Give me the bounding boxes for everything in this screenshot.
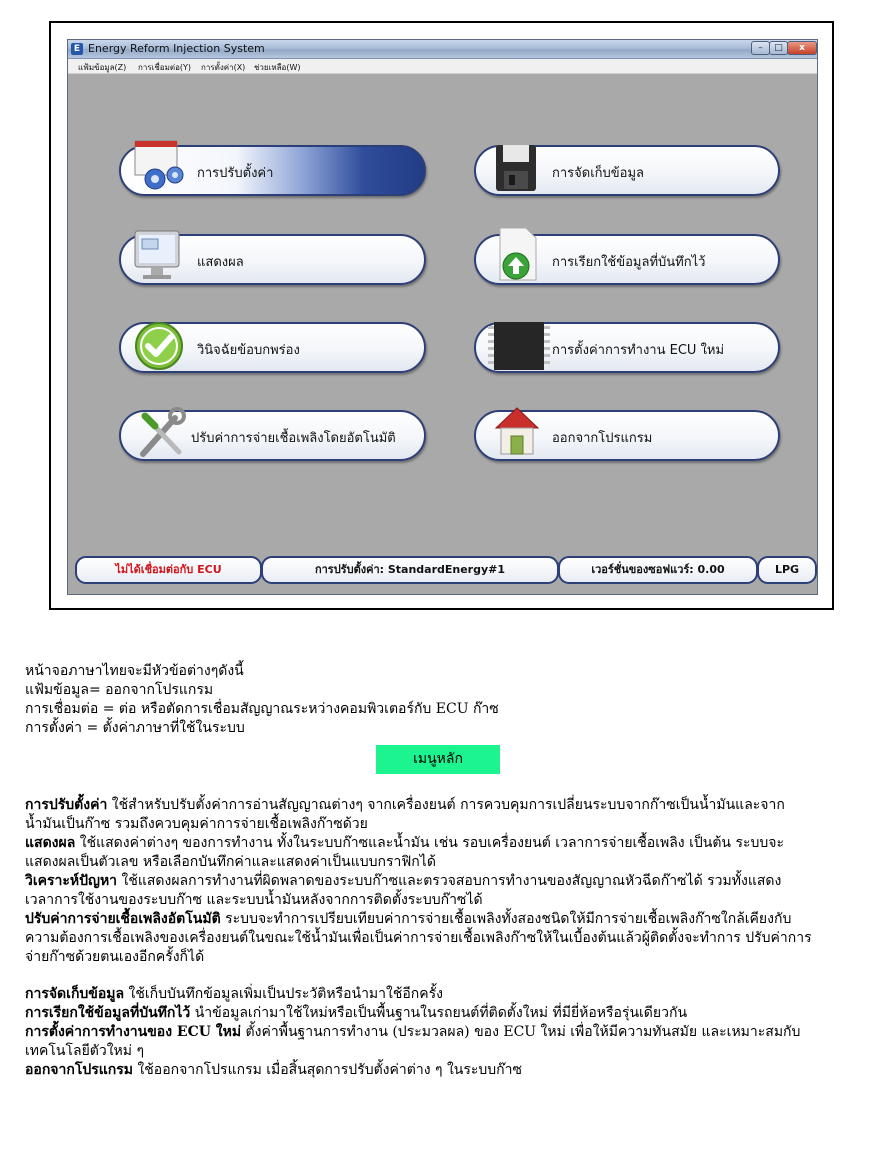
new-ecu-button[interactable] <box>474 322 780 373</box>
doc-intro-line: การเชื่อมต่อ = ต่อ หรือตัดการเชื่อมสัญญาณระหว่างคอมพิวเตอร์กับ ECU ก๊าซ <box>25 701 499 717</box>
doc-paragraph-line <box>25 834 784 852</box>
display-label: แสดงผล <box>197 255 244 270</box>
auto-adjust-label: ปรับค่าการจ่ายเชื้อเพลิงโดยอัตโนมัติ <box>191 431 396 446</box>
menu-bar <box>68 59 817 74</box>
preset-status: การปรับตั้งค่า: StandardEnergy#1 <box>261 556 559 584</box>
doc-paragraph-line <box>25 796 785 814</box>
load-data-button[interactable] <box>474 234 780 285</box>
exit-label: ออกจากโปรแกรม <box>552 431 653 446</box>
maximize-button[interactable]: □ <box>769 41 788 55</box>
desc-text: ตั้งค่าพื้นฐานการทำงาน (ประมวลผล) ของ ECU ใหม่ เพื่อให้มีความทันสมัย และเหมาะสมกับ <box>241 1024 801 1040</box>
minimize-button[interactable]: – <box>751 41 770 55</box>
settings-label: การปรับตั้งค่า <box>197 166 274 181</box>
term-display: แสดงผล <box>25 835 76 851</box>
doc-paragraph-line: ความต้องการเชื้อเพลิงของเครื่องยนต์ในขณะใช้น้ำมันเพื่อเป็นค่าการจ่ายเชื้อเพลิงก๊าซให้ในเบื้องต้นแล้วผู้ติดตั้งจะทำการ ปรับค่าการ <box>25 930 812 946</box>
desc-text: ใช้แสดงค่าต่างๆ ของการทำงาน ทั้งในระบบก๊าซและน้ำมัน เช่น รอบเครื่องยนต์ เวลาการจ่ายเชื้อเพลิง เป็นต้น ระบบจะ <box>75 835 784 851</box>
house-icon <box>492 402 542 460</box>
desc-text: ใช้ออกจากโปรแกรม เมื่อสิ้นสุดการปรับตั้งค่าต่าง ๆ ในระบบก๊าซ <box>133 1062 523 1078</box>
exit-button[interactable] <box>474 410 780 461</box>
main-menu-heading: เมนูหลัก <box>376 745 500 774</box>
floppy-disk-icon <box>494 141 540 195</box>
load-document-icon <box>494 226 540 284</box>
desc-text: ใช้แสดงผลการทำงานที่ผิดพลาดของระบบก๊าซและตรวจสอบการทำงานของสัญญาณหัวฉีดก๊าซได้ รวมทั้งแสดง <box>117 873 782 889</box>
app-window <box>67 39 818 595</box>
save-data-label: การจัดเก็บข้อมูล <box>552 166 645 181</box>
display-button[interactable] <box>119 234 426 285</box>
term-diagnose: วิเคราะห์ปัญหา <box>25 873 118 889</box>
desc-text: ใช้เก็บบันทึกข้อมูลเพิ่มเป็นประวัติหรือนำมาใช้อีกครั้ง <box>124 986 443 1002</box>
settings-button[interactable] <box>119 145 426 196</box>
fuel-type-status: LPG <box>757 556 817 584</box>
menu-file[interactable]: แฟ้มข้อมูล(Z) <box>78 63 127 72</box>
term-save-data: การจัดเก็บข้อมูล <box>25 986 125 1002</box>
term-exit: ออกจากโปรแกรม <box>25 1062 134 1078</box>
checkmark-icon <box>133 320 185 372</box>
title-bar[interactable] <box>68 40 817 59</box>
doc-paragraph-line <box>25 910 791 928</box>
term-settings: การปรับตั้งค่า <box>25 797 108 813</box>
desc-text: ใช้สำหรับปรับตั้งค่าการอ่านสัญญาณต่างๆ จากเครื่องยนต์ การควบคุมการเปลี่ยนระบบจากก๊าซเป็นน้ำมันและจาก <box>107 797 785 813</box>
connection-status: ไม่ได้เชื่อมต่อกับ ECU <box>75 556 262 584</box>
term-new-ecu: การตั้งค่าการทำงานของ ECU ใหม่ <box>25 1024 242 1040</box>
doc-intro-line: แฟ้มข้อมูล= ออกจากโปรแกรม <box>25 682 214 698</box>
term-auto-adjust: ปรับค่าการจ่ายเชื้อเพลิงอัตโนมัติ <box>25 911 221 927</box>
close-button[interactable]: x <box>787 41 817 55</box>
save-data-button[interactable] <box>474 145 780 196</box>
doc-paragraph-line <box>25 1061 522 1079</box>
doc-paragraph-line: น้ำมันเป็นก๊าซ รวมถึงควบคุมค่าการจ่ายเชื้อเพลิงก๊าซด้วย <box>25 816 368 832</box>
screenshot-frame <box>49 21 834 610</box>
monitor-icon <box>131 227 183 283</box>
doc-paragraph-line <box>25 1023 800 1041</box>
menu-connection[interactable]: การเชื่อมต่อ(Y) <box>138 63 192 72</box>
menu-help[interactable]: ช่วยเหลือ(W) <box>254 63 301 72</box>
doc-intro-line: การตั้งค่า = ตั้งค่าภาษาที่ใช้ในระบบ <box>25 720 245 736</box>
diagnose-label: วินิจฉัยข้อบกพร่อง <box>197 343 300 358</box>
load-data-label: การเรียกใช้ข้อมูลที่บันทึกไว้ <box>552 255 706 270</box>
tools-icon <box>135 406 189 460</box>
diagnose-button[interactable] <box>119 322 426 373</box>
gears-icon <box>131 139 193 193</box>
version-status: เวอร์ชั่นของซอฟแวร์: 0.00 <box>558 556 758 584</box>
new-ecu-label: การตั้งค่าการทำงาน ECU ใหม่ <box>552 343 725 358</box>
doc-paragraph-line: เทคโนโลยีตัวใหม่ ๆ <box>25 1043 144 1059</box>
desc-text: ระบบจะทำการเปรียบเทียบค่าการจ่ายเชื้อเพลิงทั้งสองชนิดให้มีการจ่ายเชื้อเพลิงก๊าซใกล้เคียงกับ <box>220 911 792 927</box>
doc-paragraph-line: จ่ายก๊าซด้วยตนเองอีกครั้งก็ได้ <box>25 949 205 965</box>
doc-paragraph-line <box>25 872 781 890</box>
doc-paragraph-line <box>25 1004 687 1022</box>
app-icon: E <box>71 43 83 55</box>
doc-intro-line: หน้าจอภาษาไทยจะมีหัวข้อต่างๆดังนี้ <box>25 663 244 679</box>
chip-icon <box>486 318 554 374</box>
doc-paragraph-line <box>25 985 443 1003</box>
auto-adjust-button[interactable] <box>119 410 426 461</box>
term-load-data: การเรียกใช้ข้อมูลที่บันทึกไว้ <box>25 1005 191 1021</box>
desc-text: นำข้อมูลเก่ามาใช้ใหม่หรือเป็นพื้นฐานในรถยนต์ที่ติดตั้งใหม่ ที่มียี่ห้อหรือรุ่นเดียวกัน <box>190 1005 688 1021</box>
doc-paragraph-line: แสดงผลเป็นตัวเลข หรือเลือกบันทึกค่าและแสดงค่าเป็นแบบกราฟิกได้ <box>25 854 436 870</box>
menu-settings[interactable]: การตั้งค่า(X) <box>201 63 246 72</box>
window-title: Energy Reform Injection System <box>88 42 265 55</box>
doc-paragraph-line: เวลาการใช้งานของระบบก๊าซ และระบบน้ำมันหลังจากการติดตั้งระบบก๊าซได้ <box>25 892 483 908</box>
